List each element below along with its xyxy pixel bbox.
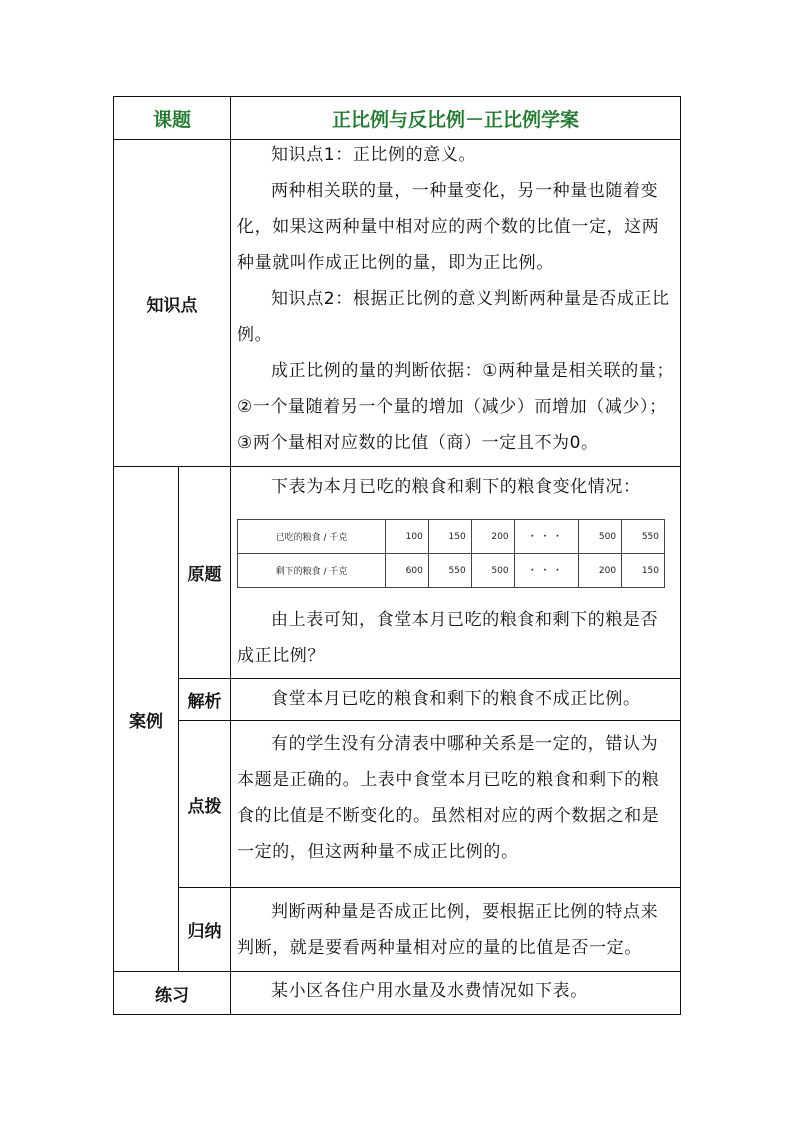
table-cell: 550 (622, 520, 665, 554)
table-cell-ellipsis: · · · (514, 520, 579, 554)
knowledge-paragraph: 两种相关联的量，一种量变化，另一种量也随着变化，如果这两种量中相对应的两个数的比值一定，这两种量就叫作成正比例的量，即为正比例。 (237, 181, 660, 273)
practice-block (237, 973, 675, 1009)
practice-label: 练习 (155, 985, 189, 1006)
table-cell: 600 (386, 554, 429, 588)
subject-label: 课题 (152, 108, 191, 131)
original-label: 原题 (187, 565, 222, 585)
knowledge-paragraph: 成正比例的量的判断依据：①两种量是相关联的量；②一个量随着另一个量的增加（减少）而增加（减少）；③两个量相对应数的比值（商）一定且不为0。 (237, 361, 675, 453)
knowledge-paragraph: 知识点2：根据正比例的意义判断两种量是否成正比例。 (237, 289, 670, 345)
table-row (238, 520, 665, 554)
knowledge-paragraph: 知识点1：正比例的意义。 (271, 145, 477, 165)
knowledge-label: 知识点 (146, 295, 198, 316)
tips-label: 点拨 (187, 796, 222, 817)
summary-label: 归纳 (187, 922, 222, 942)
case-label: 案例 (129, 711, 163, 732)
tips-block (237, 726, 675, 870)
page-title: 正比例与反比例－正比例学案 (331, 108, 579, 131)
analysis-block (237, 681, 675, 717)
table-cell: 500 (579, 520, 622, 554)
original-question-block (237, 602, 675, 674)
analysis-label: 解析 (187, 692, 222, 712)
summary-text: 判断两种量是否成正比例，要根据正比例的特点来判断，就是要看两种量相对应的量的比值是否一定。 (237, 902, 659, 958)
row-label: 已吃的粮食 / 千克 (238, 520, 386, 554)
table-cell-ellipsis: · · · (514, 554, 579, 588)
table-cell: 550 (428, 554, 471, 588)
analysis-text: 食堂本月已吃的粮食和剩下的粮食不成正比例。 (271, 689, 641, 709)
tips-text: 有的学生没有分清表中哪种关系是一定的，错认为本题是正确的。上表中食堂本月已吃的粮食和剩下的粮食的比值是不断变化的。虽然相对应的两个数据之和是一定的，但这两种量不成正比例的。 (237, 734, 660, 862)
table-cell: 100 (386, 520, 429, 554)
table-cell: 500 (471, 554, 514, 588)
original-intro: 下表为本月已吃的粮食和剩下的粮食变化情况： (271, 477, 641, 497)
table-cell: 200 (579, 554, 622, 588)
summary-block (237, 894, 675, 966)
table-row (238, 554, 665, 588)
practice-text: 某小区各住户用水量及水费情况如下表。 (271, 981, 588, 1001)
row-label: 剩下的粮食 / 千克 (238, 554, 386, 588)
original-intro-block (237, 469, 675, 505)
original-question: 由上表可知，食堂本月已吃的粮食和剩下的粮是否成正比例？ (237, 610, 659, 666)
knowledge-content (237, 137, 675, 461)
table-cell: 150 (622, 554, 665, 588)
table-cell: 150 (428, 520, 471, 554)
table-cell: 200 (471, 520, 514, 554)
grain-data-table (237, 519, 665, 588)
